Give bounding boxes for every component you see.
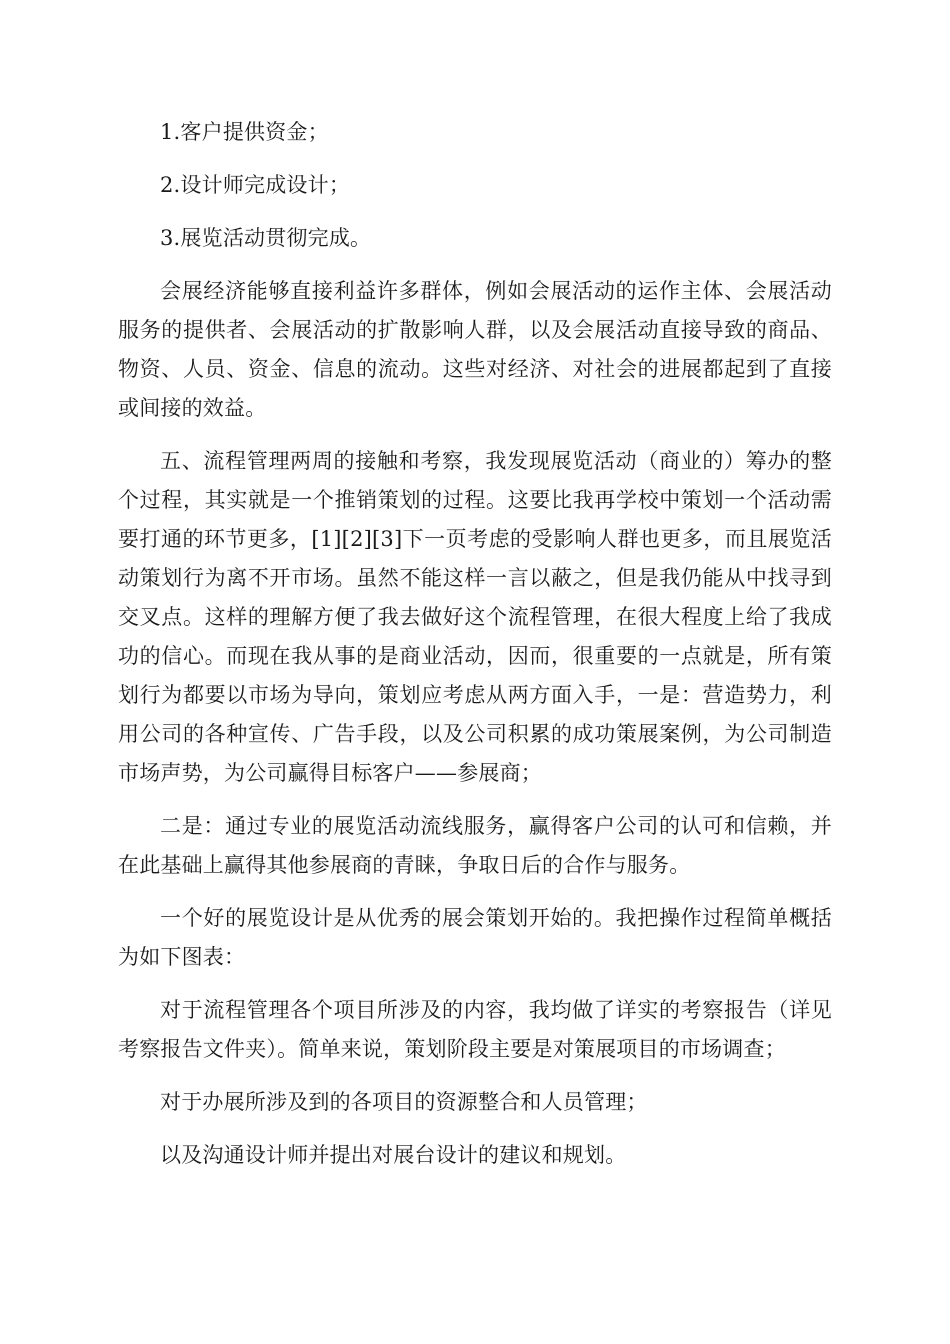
- paragraph-second-aspect: 二是：通过专业的展览活动流线服务，赢得客户公司的认可和信赖，并在此基础上赢得其他参展商的青睐，争取日后的合作与服务。: [118, 814, 832, 877]
- list-item-3: 3.展览活动贯彻完成。: [160, 226, 372, 250]
- document-body: [118, 113, 832, 1189]
- paragraph-design-planning: 一个好的展览设计是从优秀的展会策划开始的。我把操作过程简单概括为如下图表：: [118, 906, 832, 969]
- paragraph-designer-communication: 以及沟通设计师并提出对展台设计的建议和规划。: [160, 1143, 627, 1167]
- paragraph-exhibition-economy: 会展经济能够直接利益许多群体，例如会展活动的运作主体、会展活动服务的提供者、会展活动的扩散影响人群，以及会展活动直接导致的商品、物资、人员、资金、信息的流动。这些对经济、对社会的进展都起到了直接或间接的效益。: [118, 279, 832, 420]
- list-item-2: 2.设计师完成设计；: [160, 173, 351, 197]
- paragraph-investigation-report: 对于流程管理各个项目所涉及的内容，我均做了详实的考察报告（详见考察报告文件夹）。简单来说，策划阶段主要是对策展项目的市场调查；: [118, 998, 832, 1061]
- list-item-1: 1.客户提供资金；: [160, 120, 329, 144]
- paragraph-process-management: 五、流程管理两周的接触和考察，我发现展览活动（商业的）筹办的整个过程，其实就是一个推销策划的过程。这要比我再学校中策划一个活动需要打通的环节更多，[1][2][3]下一页考虑的受影响人群也更多，而且展览活动策划行为离不开市场。虽然不能这样一言以蔽之，但是我仍能从中找寻到交叉点。这样的理解方便了我去做好这个流程管理，在很大程度上给了我成功的信心。而现在我从事的是商业活动，因而，很重要的一点就是，所有策划行为都要以市场为导向，策划应考虑从两方面入手，一是：营造势力，利用公司的各种宣传、广告手段，以及公司积累的成功策展案例，为公司制造市场声势，为公司赢得目标客户——参展商；: [118, 449, 832, 785]
- paragraph-resource-integration: 对于办展所涉及到的各项目的资源整合和人员管理；: [160, 1090, 648, 1114]
